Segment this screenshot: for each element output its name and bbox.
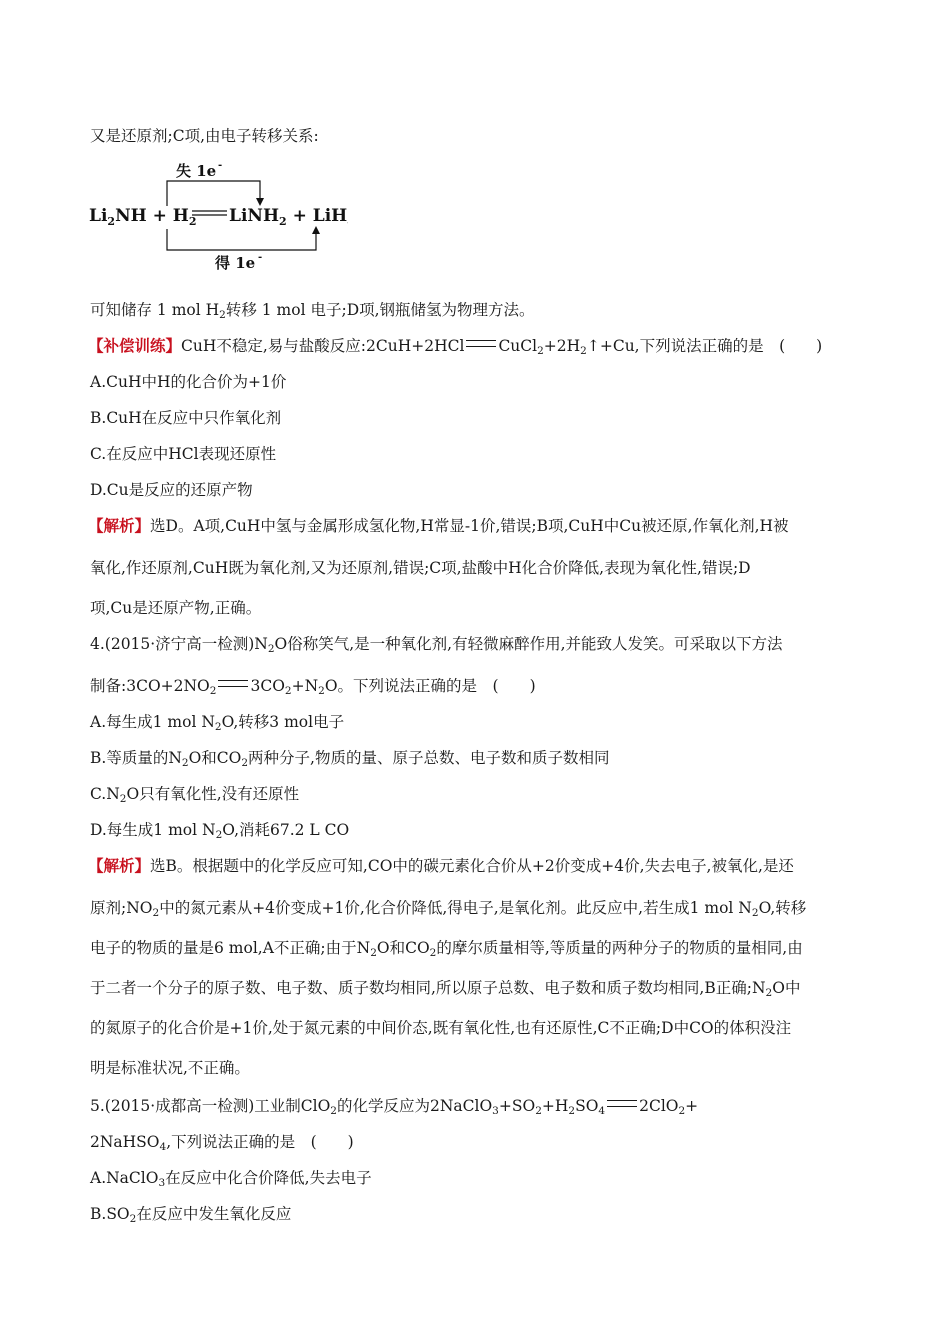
lose-arrow-line (167, 181, 260, 206)
gain-electron-label: 得 1e (215, 254, 256, 272)
option-c: C.在反应中HCl表现还原性 (90, 445, 277, 463)
equals-sign (466, 340, 496, 347)
question-5: 5.(2015·成都高一检测)工业制ClO$_2$的化学反应为$2NaClO_3+SO_2+H_2SO_4$ 2ClO$_2$+ (90, 1097, 699, 1117)
compensation-question: 【补偿训练】CuH不稳定,易与盐酸反应:2CuH+2HCl $CuCl_2+2H_2↑+Cu$,下列说法正确的是 ( ) (88, 336, 823, 357)
equals-sign (607, 1100, 637, 1107)
gain-electron-charge: - (258, 252, 263, 263)
analysis-tag: 【解析】 (88, 856, 151, 875)
lose-arrow-head (256, 198, 264, 206)
compensation-tag: 【补偿训练】 (88, 336, 182, 355)
option-b: $B.SO_2$在反应中发生氧化反应 (90, 1205, 292, 1225)
analysis-line: 于二者一个分子的原子数、电子数、质子数均相同,所以原子总数、电子数和质子数均相同,B正确$;N_2O$中 (90, 979, 801, 999)
analysis-line: 明是标准状况,不正确。 (90, 1059, 250, 1077)
analysis-tag: 【解析】 (88, 516, 151, 535)
analysis-line: 的氮原子的化合价是+1价,处于氮元素的中间价态,既有氧化性,也有还原性,C不正确;D中CO的体积没注 (90, 1019, 792, 1037)
question-4: 制备$:3CO+2NO_2$ $3CO_2+N_2O$。下列说法正确的是 ( ) (90, 677, 536, 697)
lose-electron-charge: - (218, 160, 223, 171)
gain-arrow-head (312, 226, 320, 234)
equation-text: $Li_2NH + H_2$ (89, 206, 197, 228)
lose-electron-label: 失 1e (176, 162, 217, 180)
analysis-line: 项,Cu是还原产物,正确。 (90, 599, 262, 617)
option-a: A.CuH中H的化合价为+1价 (90, 373, 287, 391)
electron-transfer-svg (88, 148, 348, 273)
electron-transfer-diagram (88, 148, 348, 273)
analysis-line: 【解析】选B。根据题中的化学反应可知,CO中的碳元素化合价从+2价变成+4价,失去电子,被氧化,是还 (88, 856, 794, 875)
equation-products: LiNH$_2$ + LiH, (229, 206, 348, 228)
option-b: B.CuH在反应中只作氧化剂 (90, 409, 282, 427)
option-a: A.每生成1 mol $N_2O$,转移3 mol电子 (90, 713, 345, 733)
gain-arrow-line (167, 229, 316, 250)
question-4: 4.(2015·济宁高一检测)$N_2O$俗称笑气,是一种氧化剂,有轻微麻醉作用,并能致人发笑。可采取以下方法 (90, 635, 783, 655)
analysis-line: 电子的物质的量是6 mol,A不正确;由于$N_2O$和$CO_2$的摩尔质量相等,等质量的两种分子的物质的量相同,由 (90, 939, 803, 959)
analysis-line: 【解析】选D。A项,CuH中氢与金属形成氢化物,H常显-1价,错误;B项,CuH中Cu被还原,作氧化剂,H被 (88, 516, 789, 535)
question-5: 2NaHSO$_4$,下列说法正确的是 ( ) (90, 1133, 354, 1153)
option-d: D.每生成1 mol $N_2O$,消耗67.2 L CO (90, 821, 350, 841)
text-line: 又是还原剂;C项,由电子转移关系: (90, 127, 319, 145)
option-b: B.等质量的$N_2O$和$CO_2$两种分子,物质的量、原子总数、电子数和质子数相同 (90, 749, 610, 769)
option-a: A.NaClO$_3$在反应中化合价降低,失去电子 (90, 1169, 372, 1189)
analysis-line: 氧化,作还原剂,CuH既为氧化剂,又为还原剂,错误;C项,盐酸中H化合价降低,表现为氧化性,错误;D (90, 559, 751, 577)
analysis-line: 原剂$;NO_2$中的氮元素从+4价变成+1价,化合价降低,得电子,是氧化剂。此反应中,若生成1 mol $N_2O$,转移 (90, 899, 807, 919)
option-c: $C.N_2O$只有氧化性,没有还原性 (90, 785, 300, 805)
option-d: D.Cu是反应的还原产物 (90, 481, 253, 499)
text-line: 可知储存 1 mol $H_2$转移 1 mol 电子;D项,钢瓶储氢为物理方法。 (90, 301, 535, 321)
equals-sign (218, 680, 248, 687)
